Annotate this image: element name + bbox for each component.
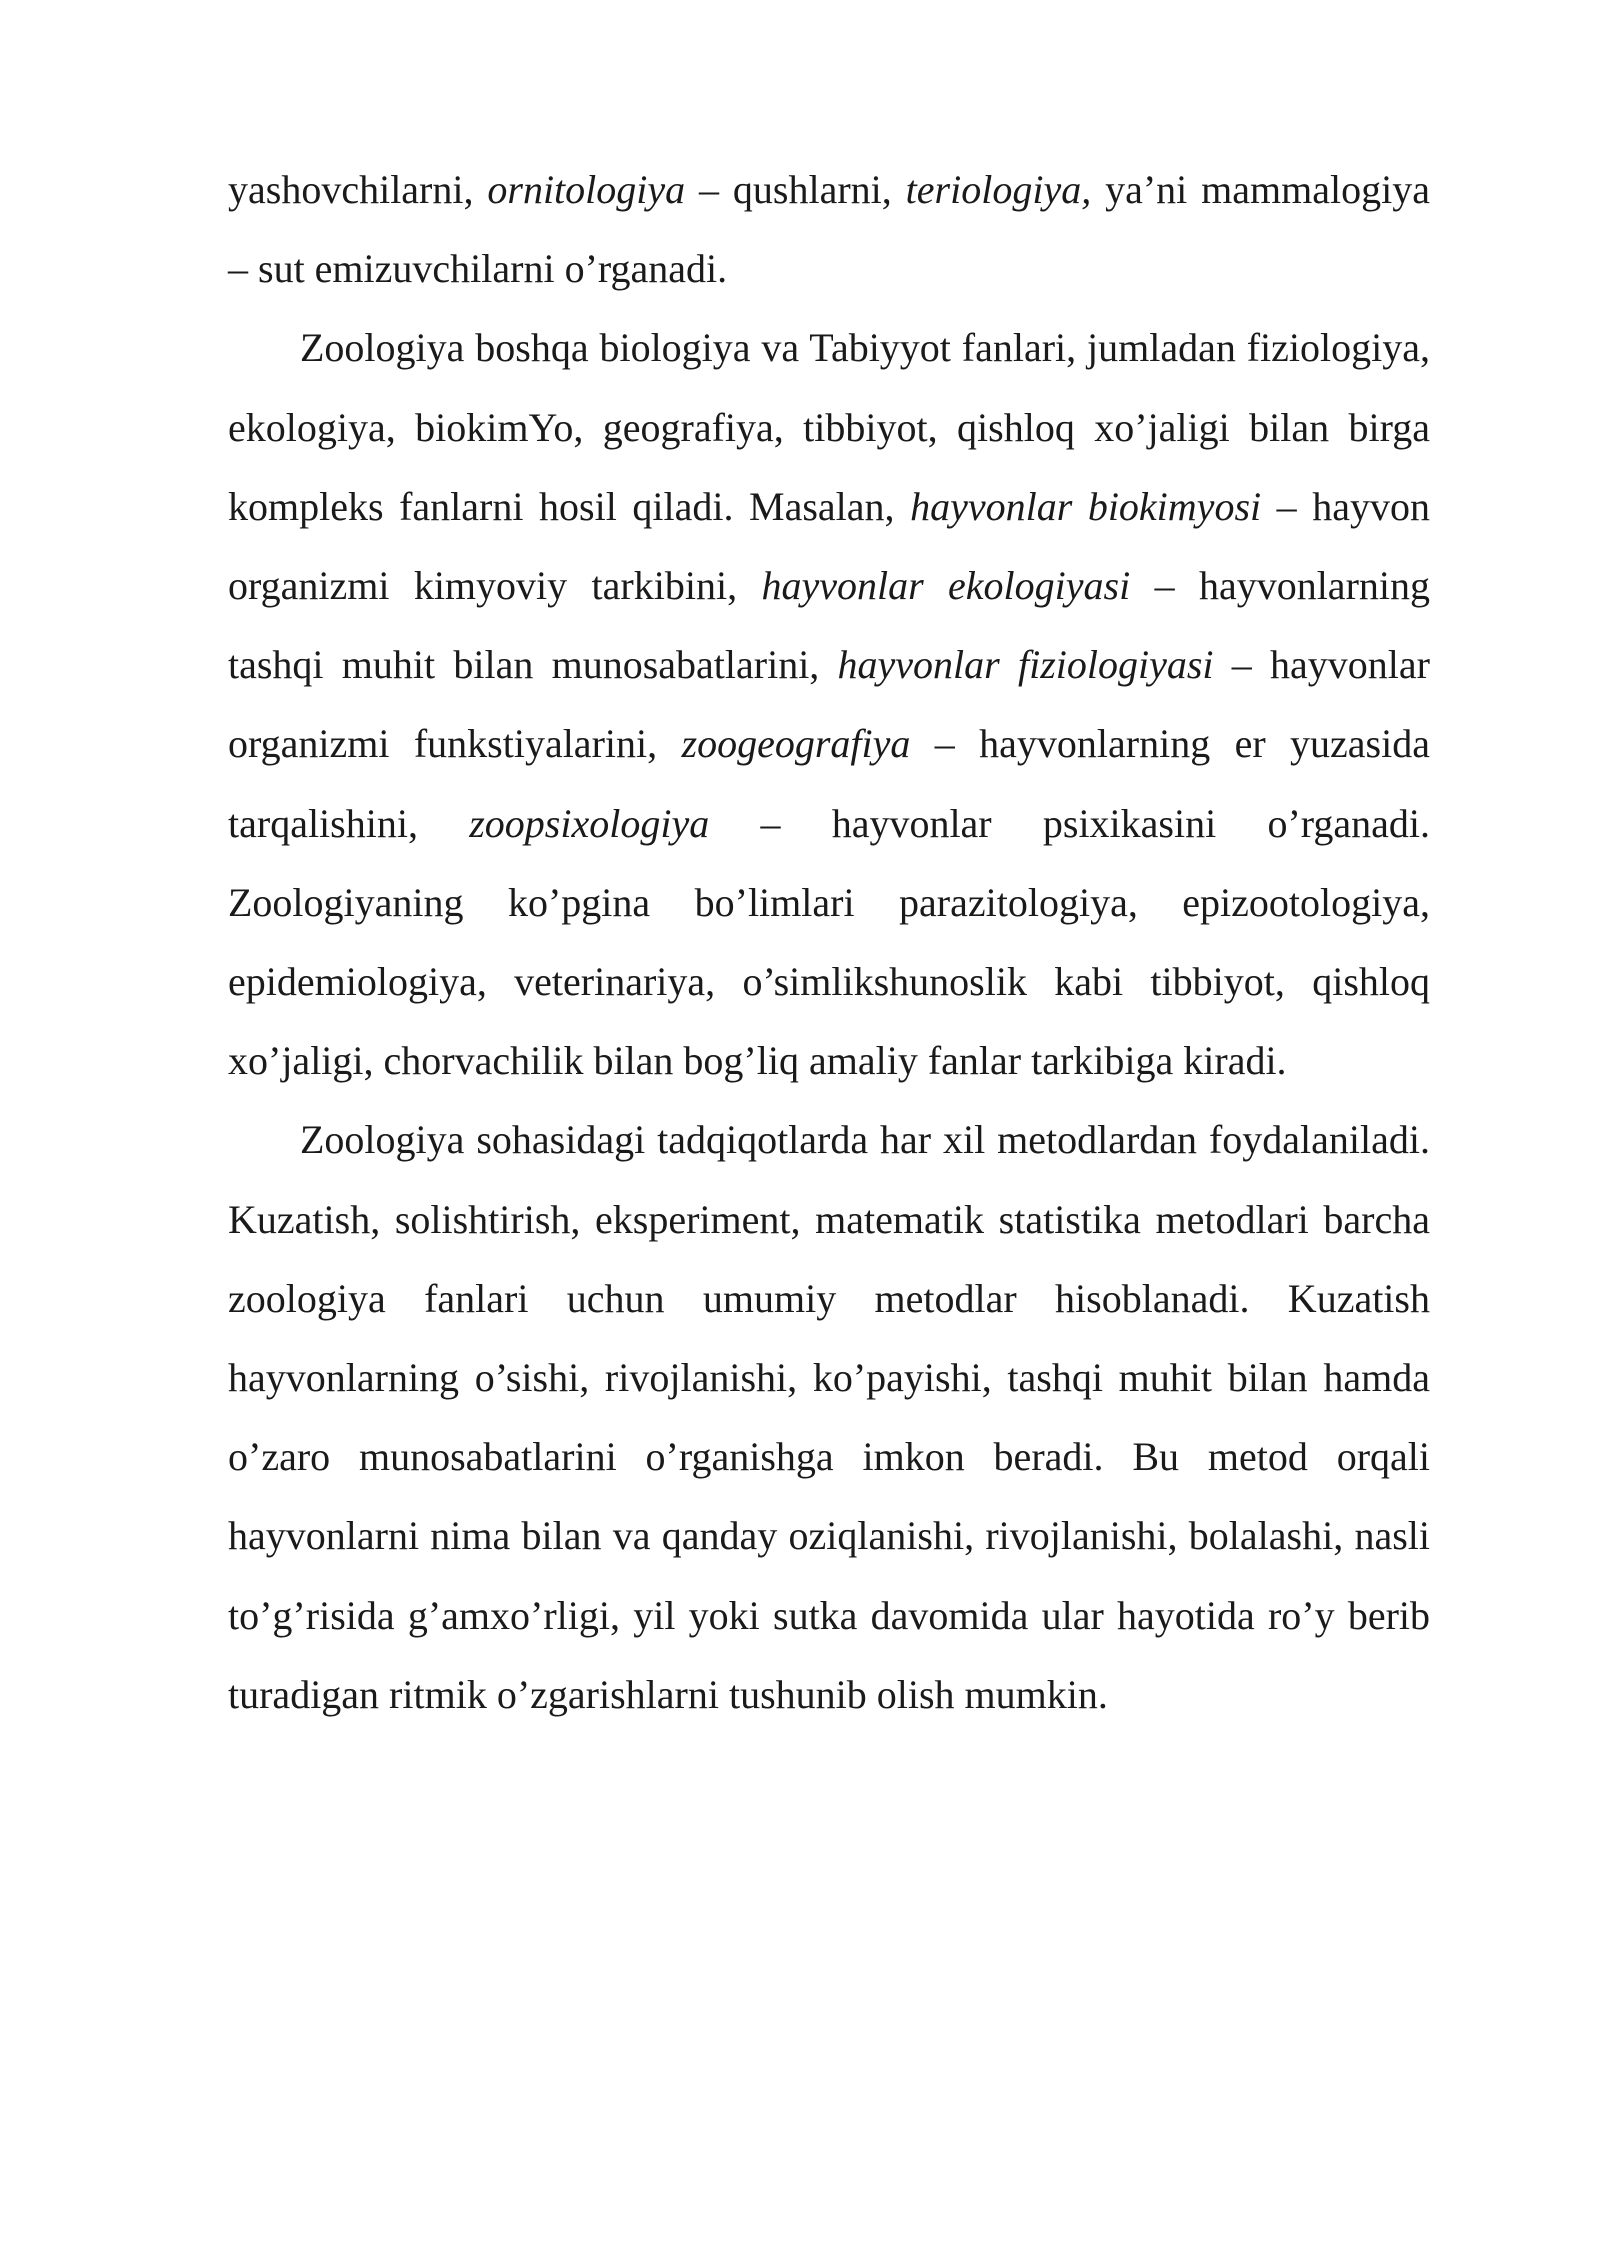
text-segment: Zoologiya sohasidagi tadqiqotlarda har xil metodlardan foydalaniladi. Kuzatish, solishtirish, eksperiment, matematik statistika metodlari barcha zoologiya fanlari uchun umumiy metodlar hisoblanadi. Kuzatish hayvonlarning o’sishi, rivojlanishi, ko’payishi, tashqi muhit bilan hamda o’zaro munosabatlarini o’rganishga imkon beradi. Bu metod orqali hayvonlarni nima bilan va qanday oziqlanishi, rivojlanishi, bolalashi, nasli to’g’risida g’amxo’rligi, yil yoki sutka davomida ular hayotida ro’y berib turadigan ritmik o’zgarishlarni tushunib olish mumkin. [228,1117,1430,1717]
italic-term-zoopsixologiya: zoopsixologiya [469,800,710,846]
italic-term-hayvonlar-ekologiyasi: hayvonlar ekologiyasi [761,563,1131,609]
text-segment: – hayvon organizmi kimyoviy tarkibini, [228,483,1430,609]
text-segment: yashovchilarni, [228,167,488,212]
text-segment: Zoologiya boshqa biologiya va Tabiyyot fanlari, jumladan fiziologiya, ekologiya, biokimYo, geografiya, tibbiyot, qishloq xo’jaligi bilan birga kompleks fanlarni hosil qiladi. Masalan, [228,325,1430,529]
text-segment: – hayvonlar organizmi funkstiyalarini, [228,642,1430,767]
italic-term-zoogeografiya: zoogeografiya [681,721,911,767]
text-segment: – hayvonlarning tashqi muhit bilan munosabatlarini, [228,563,1430,688]
italic-term-hayvonlar-biokimyosi: hayvonlar biokimyosi [910,483,1262,529]
paragraph-2 [228,308,1430,1100]
italic-term-ornitologiya: ornitologiya [487,167,686,212]
document-page [228,150,1430,1734]
italic-term-teriologiya: teriologiya, [905,167,1092,212]
text-segment: – hayvonlar psixikasini o’rganadi. Zoologiyaning ko’pgina bo’limlari parazitologiya, epizootologiya, epidemiologiya, veterinariya, o’simlikshunoslik kabi tibbiyot, qishloq xo’jaligi, chorvachilik bilan bog’liq amaliy fanlar tarkibiga kiradi. [228,800,1430,1084]
text-segment: – hayvonlarning er yuzasida tarqalishini, [228,721,1430,846]
text-segment: – qushlarni, [685,167,906,212]
paragraph-1 [228,150,1430,308]
text-segment: ya’ni mammalogiya – sut emizuvchilarni o’rganadi. [228,167,1430,292]
italic-term-hayvonlar-fiziologiyasi: hayvonlar fiziologiyasi [837,642,1214,688]
paragraph-3 [228,1100,1430,1734]
